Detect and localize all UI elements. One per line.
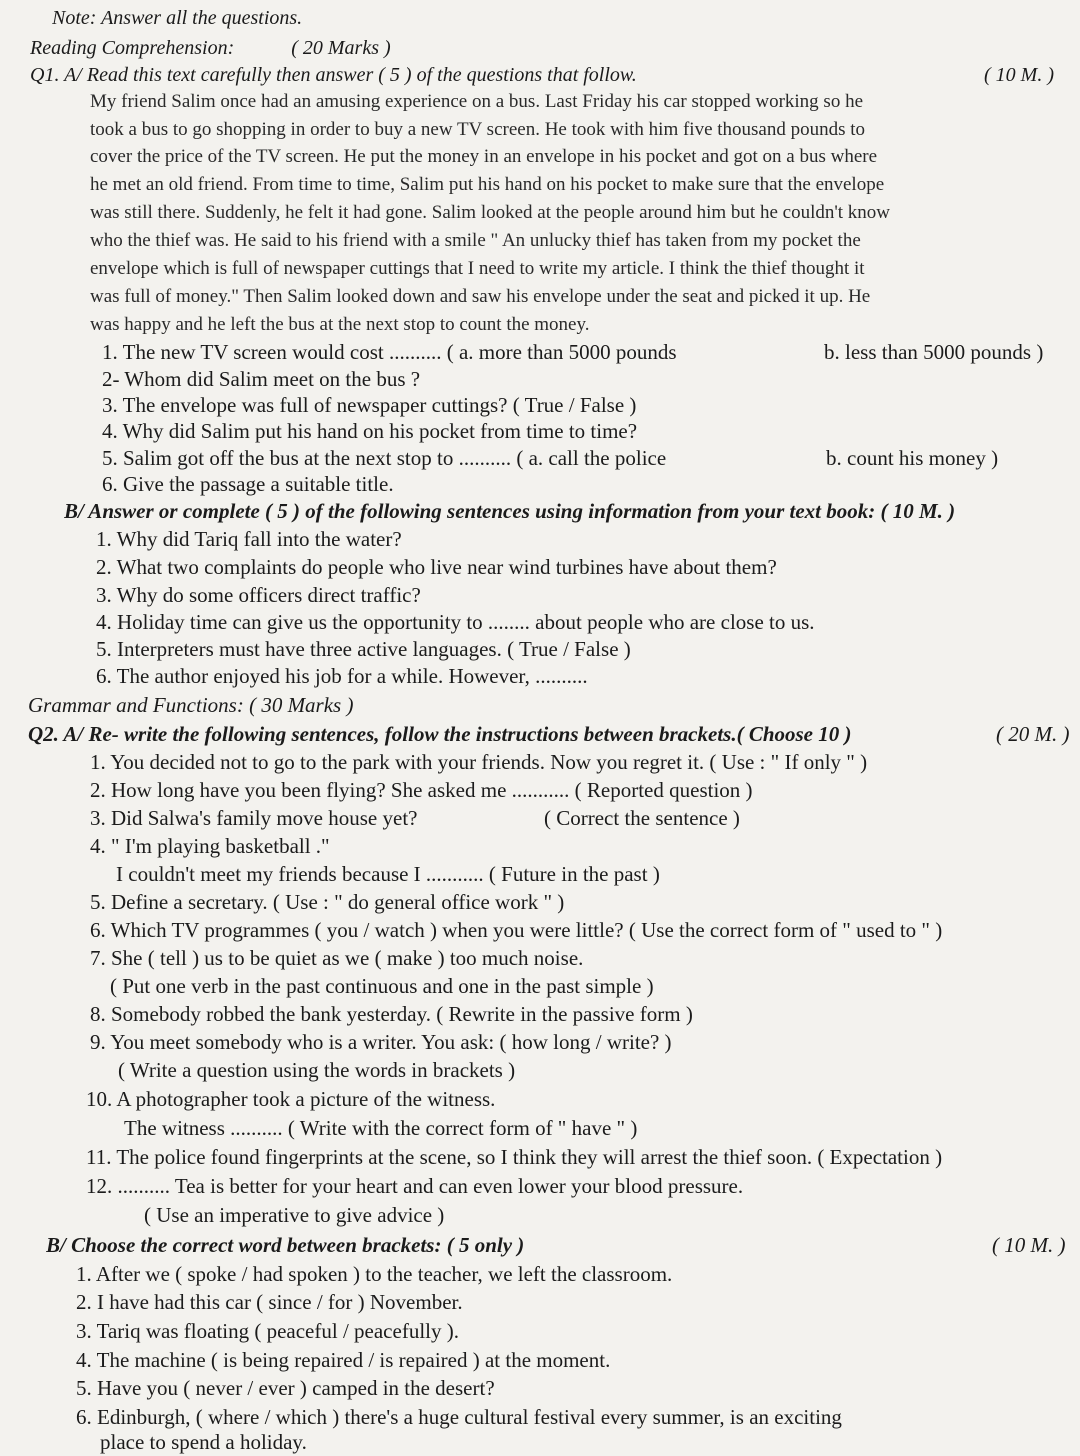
q1b-question: 2. What two complaints do people who live near wind turbines have about them? (96, 555, 777, 579)
q1a-question: 1. The new TV screen would cost .......... ( a. more than 5000 pounds (102, 340, 677, 364)
q2a-line: The witness .......... ( Write with the correct form of " have " ) (124, 1116, 638, 1140)
passage-line: envelope which is full of newspaper cuttings that I need to write my article. I think the thief thought it (90, 258, 865, 279)
q2a-line: 10. A photographer took a picture of the witness. (86, 1087, 496, 1111)
q1b-question: 4. Holiday time can give us the opportunity to ........ about people who are close to us. (96, 610, 815, 634)
passage-line: he met an old friend. From time to time, Salim put his hand on his pocket to make sure that the envelope (90, 174, 885, 195)
passage-line: cover the price of the TV screen. He put the money in an envelope in his pocket and got on a bus where (90, 146, 878, 167)
q2a-line: 2. How long have you been flying? She asked me ........... ( Reported question ) (90, 778, 753, 802)
q2a-line: ( Put one verb in the past continuous and one in the past simple ) (110, 974, 654, 998)
q1a-option: b. less than 5000 pounds ) (824, 340, 1044, 364)
q2b-line: place to spend a holiday. (100, 1430, 307, 1454)
q2a-line3-note: ( Correct the sentence ) (544, 806, 740, 830)
passage-line: was still there. Suddenly, he felt it had gone. Salim looked at the people around him but he couldn't know (90, 202, 891, 223)
q2b-line: 1. After we ( spoke / had spoken ) to the teacher, we left the classroom. (76, 1262, 673, 1286)
q2a-line: 6. Which TV programmes ( you / watch ) when you were little? ( Use the correct form of " used to " ) (90, 918, 943, 942)
q2a-line: 9. You meet somebody who is a writer. You ask: ( how long / write? ) (90, 1030, 672, 1054)
q2a-instruction: Q2. A/ Re- write the following sentences, follow the instructions between brackets.( Choose 10 ) (28, 722, 852, 746)
q1a-question: 4. Why did Salim put his hand on his pocket from time to time? (102, 419, 638, 443)
q2b-marks: ( 10 M. ) (992, 1233, 1066, 1257)
reading-title: Reading Comprehension: (30, 37, 235, 59)
q1a-option: b. count his money ) (826, 446, 999, 470)
q2a-line: I couldn't meet my friends because I ........... ( Future in the past ) (116, 862, 660, 886)
q1b-question: 1. Why did Tariq fall into the water? (96, 527, 402, 551)
reading-marks: ( 20 Marks ) (291, 37, 391, 59)
q2b-line: 2. I have had this car ( since / for ) November. (76, 1290, 463, 1314)
q2b-line: 3. Tariq was floating ( peaceful / peacefully ). (76, 1319, 459, 1343)
q1b-question: 5. Interpreters must have three active languages. ( True / False ) (96, 637, 631, 661)
passage-line: who the thief was. He said to his friend with a smile " An unlucky thief has taken from my pocket the (90, 230, 861, 251)
q1a-question: 3. The envelope was full of newspaper cuttings? ( True / False ) (102, 393, 637, 417)
q2a-line: ( Use an imperative to give advice ) (144, 1203, 445, 1227)
q2b-instruction: B/ Choose the correct word between brackets: ( 5 only ) (46, 1233, 525, 1257)
q1a-marks: ( 10 M. ) (984, 64, 1054, 86)
q2a-line: 7. She ( tell ) us to be quiet as we ( make ) too much noise. (90, 946, 584, 970)
reading-header (30, 34, 1070, 62)
passage-line: was happy and he left the bus at the next stop to count the money. (90, 314, 590, 335)
passage-line: My friend Salim once had an amusing experience on a bus. Last Friday his car stopped working so he (90, 91, 864, 112)
q2a-line: 3. Did Salwa's family move house yet? (90, 806, 418, 830)
q1a-question: 6. Give the passage a suitable title. (102, 472, 394, 496)
q1a-instruction: Q1. A/ Read this text carefully then answer ( 5 ) of the questions that follow. (30, 64, 637, 86)
q1b-question: 6. The author enjoyed his job for a while. However, .......... (96, 664, 588, 688)
note-line: Note: Answer all the questions. (52, 7, 303, 29)
q2a-line: ( Write a question using the words in brackets ) (118, 1058, 516, 1082)
q2b-line: 5. Have you ( never / ever ) camped in the desert? (76, 1376, 495, 1400)
passage-line: took a bus to go shopping in order to buy a new TV screen. He took with him five thousand pounds to (90, 119, 866, 140)
q1a-question: 2- Whom did Salim meet on the bus ? (102, 367, 421, 391)
q2a-line: 1. You decided not to go to the park with your friends. Now you regret it. ( Use : " If only " ) (90, 750, 868, 774)
q1b-instruction: B/ Answer or complete ( 5 ) of the following sentences using information from your text book: ( 10 M. ) (64, 499, 956, 523)
q2b-line: 4. The machine ( is being repaired / is repaired ) at the moment. (76, 1348, 611, 1372)
q2a-line: 11. The police found fingerprints at the scene, so I think they will arrest the thief soon. ( Expectation ) (86, 1145, 943, 1169)
passage-line: was full of money." Then Salim looked down and saw his envelope under the seat and picked it up. He (90, 286, 871, 307)
grammar-title: Grammar and Functions: ( 30 Marks ) (28, 693, 354, 717)
q2a-line: 4. " I'm playing basketball ." (90, 834, 330, 858)
q1b-question: 3. Why do some officers direct traffic? (96, 583, 421, 607)
q2a-line: 8. Somebody robbed the bank yesterday. ( Rewrite in the passive form ) (90, 1002, 693, 1026)
q2a-line: 5. Define a secretary. ( Use : " do general office work " ) (90, 890, 565, 914)
q2a-marks: ( 20 M. ) (996, 722, 1070, 746)
q2a-line: 12. .......... Tea is better for your heart and can even lower your blood pressure. (86, 1174, 744, 1198)
q1a-question: 5. Salim got off the bus at the next stop to .......... ( a. call the police (102, 446, 667, 470)
q2b-line: 6. Edinburgh, ( where / which ) there's a huge cultural festival every summer, is an exciting (76, 1405, 842, 1429)
